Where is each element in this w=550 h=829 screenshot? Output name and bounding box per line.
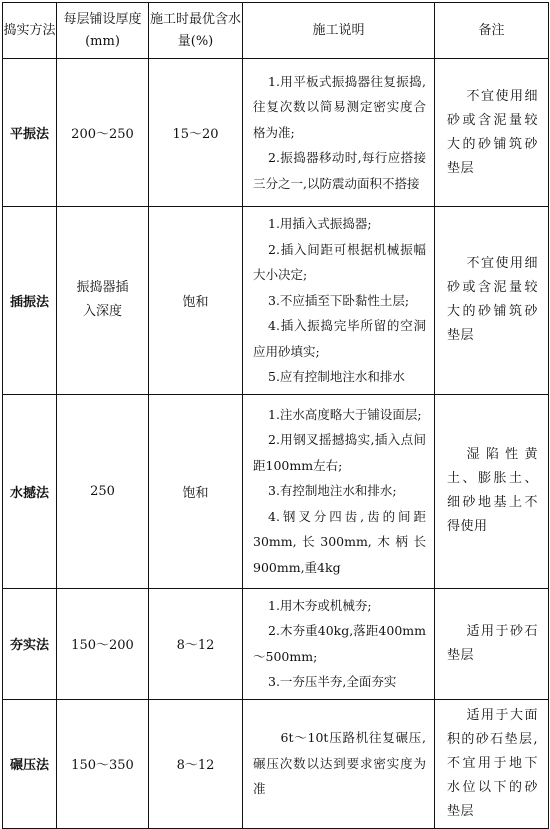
table-row	[3, 394, 549, 588]
description-item: 2.木夯重40kg,落距400mm～500mm;	[253, 623, 426, 664]
description-cell	[243, 59, 435, 207]
thickness-cell: 150～200	[57, 588, 149, 699]
method-cell: 水撼法	[3, 394, 57, 588]
table-row	[3, 59, 549, 207]
thickness-cell	[57, 207, 149, 395]
moisture-cell: 饱和	[149, 394, 243, 588]
method-cell: 插振法	[3, 207, 57, 395]
description-item: 4.钢叉分四齿,齿的间距30mm,长300mm,木柄长900mm,重4kg	[253, 508, 426, 575]
remarks-text: 不宜使用细砂或含泥量较大的砂铺筑砂垫层	[447, 88, 538, 176]
description-item: 1.注水高度略大于铺设面层;	[268, 406, 422, 422]
thickness-cell: 150～350	[57, 699, 149, 828]
description-cell	[243, 207, 435, 395]
moisture-cell: 15～20	[149, 59, 243, 207]
remarks-cell	[435, 588, 549, 699]
moisture-cell: 8～12	[149, 699, 243, 828]
thickness-cell: 250	[57, 394, 149, 588]
compaction-methods-table	[2, 2, 549, 829]
remarks-text: 湿陷性黄土、膨胀土、细砂地基上不得使用	[447, 447, 538, 534]
thickness-text: 振捣器插入深度	[76, 280, 129, 320]
method-cell: 夯实法	[3, 588, 57, 699]
remarks-cell	[435, 207, 549, 395]
table-row	[3, 207, 549, 395]
remarks-cell	[435, 59, 549, 207]
description-item: 6t～10t压路机往复碾压,碾压次数以达到要求密实度为准	[253, 730, 426, 797]
remarks-text: 不宜使用细砂或含泥量较大的砂铺筑砂垫层	[447, 256, 538, 344]
description-item: 2.用钢叉摇撼捣实,插入点间距100mm左右;	[253, 432, 426, 473]
description-item: 3.一夯压半夯,全面夯实	[268, 674, 397, 689]
description-item: 1.用平板式振捣器往复振捣,往复次数以简易测定密实度合格为准;	[253, 73, 426, 140]
method-cell: 碾压法	[3, 699, 57, 828]
remarks-cell	[435, 394, 549, 588]
remarks-text: 适用于砂石垫层	[447, 623, 538, 663]
description-item: 2.插入间距可根据机械振幅大小决定;	[253, 241, 426, 282]
remarks-cell	[435, 699, 549, 828]
description-cell	[243, 699, 435, 828]
header-moisture: 施工时最优含水量(%)	[149, 3, 243, 59]
moisture-cell: 8～12	[149, 588, 243, 699]
moisture-cell: 饱和	[149, 207, 243, 395]
thickness-cell: 200～250	[57, 59, 149, 207]
description-item: 2.振捣器移动时,每行应搭接三分之一,以防震动面积不搭接	[253, 150, 426, 191]
description-cell	[243, 588, 435, 699]
description-item: 1.用插入式振捣器;	[268, 216, 372, 231]
method-cell: 平振法	[3, 59, 57, 207]
description-item: 5.应有控制地注水和排水	[268, 369, 405, 384]
table-row	[3, 699, 549, 828]
description-item: 3.不应插至下卧黏性土层;	[268, 292, 410, 308]
description-cell	[243, 394, 435, 588]
description-item: 1.用木夯或机械夯;	[268, 597, 372, 613]
header-method: 捣实方法	[3, 3, 57, 59]
table-row	[3, 588, 549, 699]
header-row	[3, 3, 549, 59]
description-item: 4.插入振捣完毕所留的空洞应用砂填实;	[253, 318, 426, 359]
remarks-text: 适用于大面积的砂石垫层,不宜用于地下水位以下的砂垫层	[447, 707, 538, 819]
header-thickness: 每层铺设厚度(mm)	[57, 3, 149, 59]
header-description: 施工说明	[243, 3, 435, 59]
description-item: 3.有控制地注水和排水;	[268, 483, 397, 499]
header-remarks: 备注	[435, 3, 549, 59]
